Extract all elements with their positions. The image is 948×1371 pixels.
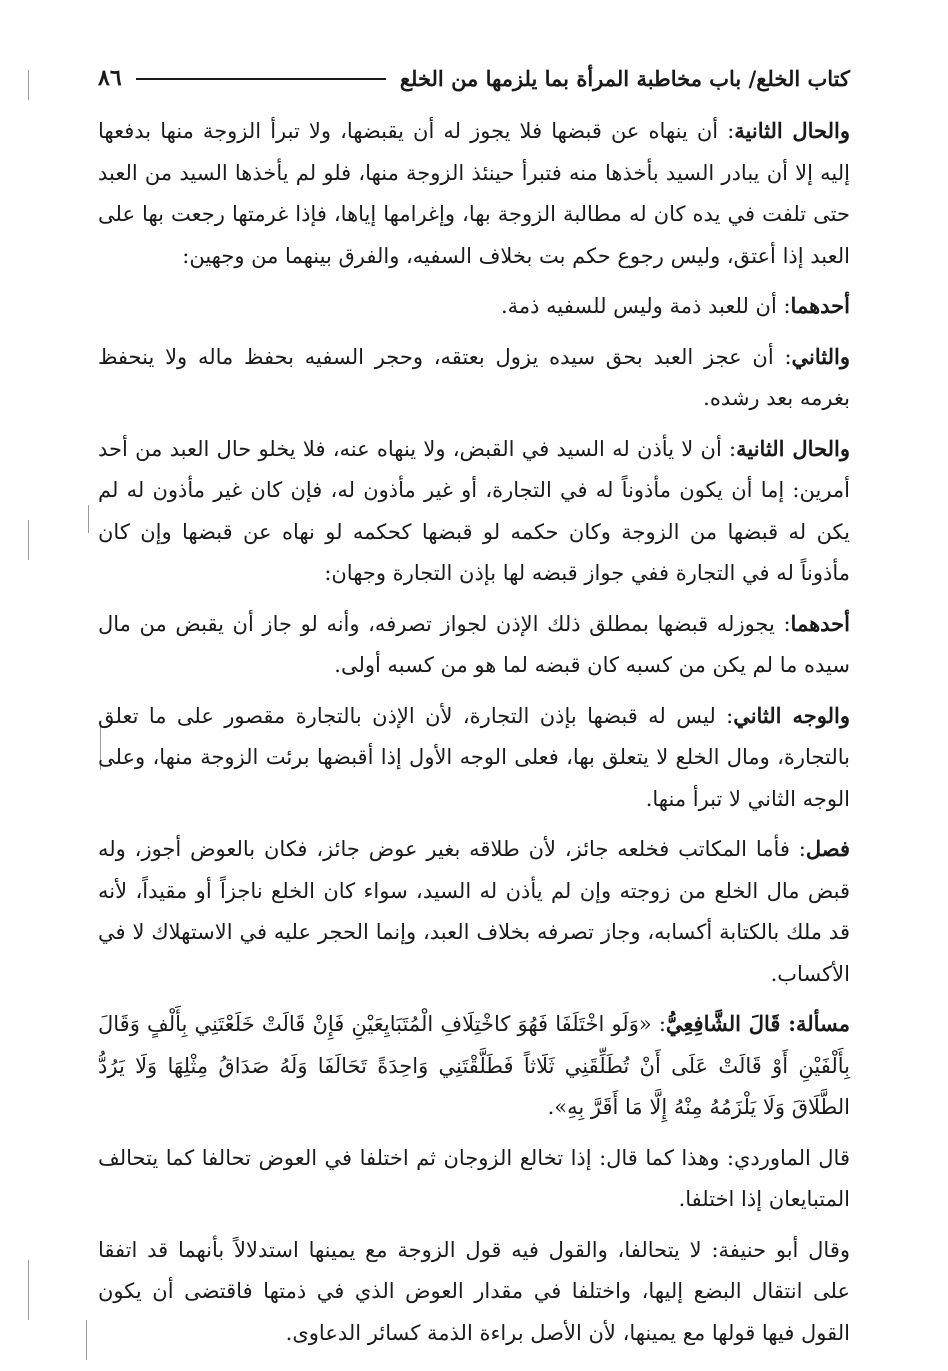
- paragraph-text: قال الماوردي: وهذا كما قال: إذا تخالع الزوجان ثم اختلفا في العوض تحالفا كما يتحالف المتبايعان إذا اختلفا.: [98, 1145, 850, 1211]
- paragraph-lead: والحال الثانية: [734, 118, 850, 143]
- paragraph-text: وقال أبو حنيفة: لا يتحالفا، والقول فيه قول الزوجة مع يمينها استدلالاً بأنهما قد اتفقا على انتقال البضع إليها، واختلفا في مقدار العوض الذي في ذمتها فاقتضى أن يكون القول فيها قولها مع يمينها، لأن الأصل براءة الذمة كسائر الدعاوى.: [98, 1237, 851, 1345]
- paragraph-lead: والثاني: [791, 343, 850, 369]
- paragraph-text: : ليس له قبضها بإذن التجارة، لأن الإذن بالتجارة مقصور على ما تعلق بالتجارة، ومال الخلع لا يتعلق بها، فعلى الوجه الأول إذا أقبضها برئت الزوجة منها، وعلى الوجه الثاني لا تبرأ منها.: [98, 703, 850, 811]
- paragraph-lead: فصل: [805, 836, 850, 861]
- scan-mark: [86, 1320, 87, 1360]
- paragraph-text: : أن للعبد ذمة وليس للسفيه ذمة.: [500, 294, 791, 318]
- paragraph-text: : أن لا يأذن له السيد في القبض، ولا ينهاه عنه، فلا يخلو حال العبد من أحد أمرين: إما أن يكون مأذوناً له في التجارة، أو غير مأذون له، فإن كان غير مأذون له لم يكن له قبضها من الزوجة وكان حكمه لو قبضها كحكمه لو نهاه عن قبضها وإن كان مأذوناً له في التجارة ففي جواز قبضه لها بإذن التجارة وجهان:: [98, 436, 851, 585]
- paragraph-text: : أن عجز العبد بحق سيده يزول بعتقه، وحجر السفيه بحفظ ماله ولا ينحفظ بغرمه بعد رشده.: [98, 344, 850, 410]
- page-number: ٨٦: [98, 65, 122, 91]
- paragraph-lead: أحدهما: [790, 293, 850, 318]
- paragraph-text: : أن ينهاه عن قبضها فلا يجوز له أن يقبضها، ولا تبرأ الزوجة منها بدفعها إليه إلا أن يبادر السيد بأخذها منه فتبرأ حينئذ الزوجة منها، فلو لم يأخذها السيد من العبد حتى تلفت في يده كان له مطالبة الزوجة بها، وإغرامها إياها، فإذا غرمتها رجعت بها على العبد إذا أعتق، وليس رجوع حكم بت بخلاف السفيه، والفرق بينهما من وجهين:: [98, 119, 850, 268]
- paragraph: [98, 828, 850, 995]
- paragraph: [98, 110, 850, 277]
- paragraph: [98, 1003, 850, 1129]
- main-text: [98, 110, 850, 1362]
- paragraph: [98, 336, 850, 420]
- scan-mark: [28, 70, 29, 100]
- paragraph-lead: والحال الثانية: [736, 435, 850, 461]
- paragraph-text: : يجوزله قبضها بمطلق ذلك الإذن لجواز تصرفه، وأنه لو جاز أن يقبض من مال سيده ما لم يكن من كسبه كان قبضه لما هو من كسبه أولى.: [98, 611, 850, 677]
- paragraph: [98, 1137, 850, 1221]
- paragraph-text: : فأما المكاتب فخلعه جائز، لأن طلاقه بغير عوض جائز، فكان بالعوض أجوز، وله قبض مال الخلع من زوجته وإن لم يأذن له السيد، سواء كان الخلع ناجزاً أو مقيداً، لأنه قد ملك بالكتابة أكسابه، وجاز تصرفه بخلاف العبد، وإنما الحجر عليه في الاستهلاك لا في الأكساب.: [98, 837, 850, 986]
- scan-mark: [28, 1260, 29, 1320]
- header-rule: [136, 78, 386, 80]
- paragraph: [98, 695, 850, 821]
- paragraph: [98, 285, 850, 328]
- running-title: كتاب الخلع/ باب مخاطبة المرأة بما يلزمها من الخلع: [399, 65, 850, 91]
- scan-mark: [88, 505, 89, 533]
- scan-mark: [28, 520, 29, 560]
- paragraph-text: : «وَلَو اخْتَلَفَا فَهُوَ كاخْتِلَافِ الْمُتَبَايِعَيْنِ فَإِنْ قَالَتْ خَلَعْتَنِي بِأَلْفٍ وَقَالَ بِأَلْفَيْنِ أَوْ قَالَتْ عَلَى أَنْ تُطَلِّقَنِي ثَلَاثاً فَطَلَّقْتَنِي وَاحِدَةً تَحَالَفَا وَلَهُ صَدَاقُ مِثْلِهَا وَلَا يَرُدُّ الطَّلَاقَ وَلَا يَلْزَمُهُ مِنْهُ إِلَّا مَا أَقَرَّ بِهِ».: [98, 1012, 850, 1119]
- paragraph: [98, 603, 850, 687]
- paragraph-lead: أحدهما: [790, 610, 850, 636]
- paragraph-lead: مسألة: قَالَ الشَّافِعِيُّ: [665, 1011, 850, 1036]
- paragraph-lead: والوجه الثاني: [733, 702, 850, 728]
- paragraph: [98, 1229, 850, 1355]
- paragraph: [98, 428, 850, 595]
- running-header: [98, 58, 850, 98]
